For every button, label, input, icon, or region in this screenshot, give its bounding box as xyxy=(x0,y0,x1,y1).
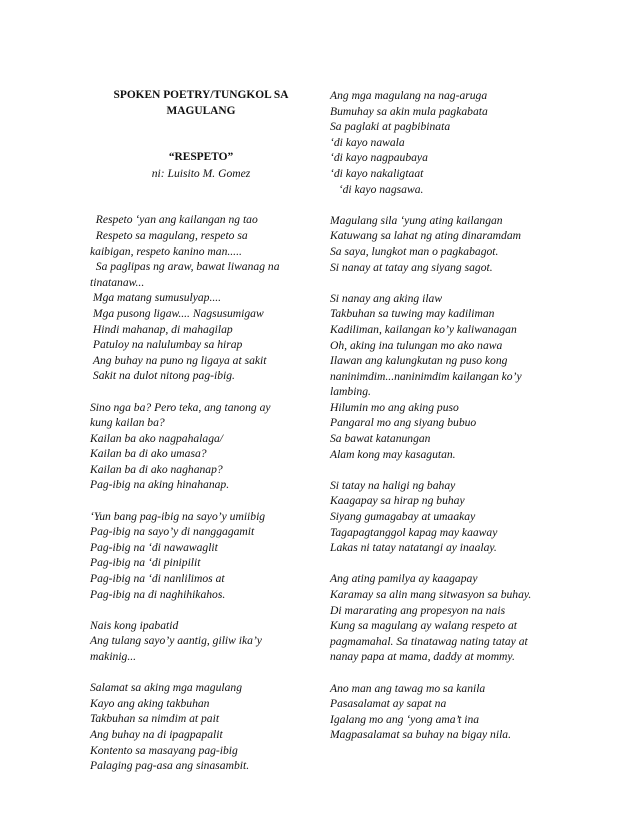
poem-line: ‘di kayo nakaligtaat xyxy=(330,166,424,180)
poem-line: Ang buhay na di ipagpapalit xyxy=(90,727,223,741)
poem-line: Ilawan ang kalungkutan ng puso kong xyxy=(330,354,508,368)
poem-line: Ang ating pamilya ay kaagapay xyxy=(330,572,478,586)
poem-line: ‘di kayo nagpaubaya xyxy=(330,151,428,165)
stanza-gap xyxy=(330,665,592,681)
poem-line: Si nanay at tatay ang siyang sagot. xyxy=(330,260,493,274)
poem-line: Siyang gumagabay at umaakay xyxy=(330,510,476,524)
stanza-gap xyxy=(330,275,592,291)
header-title-line-2: MAGULANG xyxy=(166,104,236,117)
right-stanzas xyxy=(330,88,592,743)
poem-line: Takbuhan sa tuwing may kadiliman xyxy=(330,307,495,321)
poem-line: Kadiliman, kailangan ko’y kaliwanagan xyxy=(330,322,517,336)
stanza-gap xyxy=(330,462,592,478)
poem-line: Pag-ibig na ‘di nanlilimos at xyxy=(90,572,225,586)
poem-line: Magpasalamat sa buhay na bigay nila. xyxy=(330,728,511,742)
poem-line: ‘di kayo nawala xyxy=(330,135,405,149)
stanza xyxy=(90,509,312,603)
poem-line: tinatanaw... xyxy=(90,275,145,289)
poem-line: ‘di kayo nagsawa. xyxy=(330,182,424,196)
stanza xyxy=(330,291,592,463)
poem-line: Respeto sa magulang, respeto sa xyxy=(90,228,248,242)
stanza xyxy=(330,571,592,665)
poem-line: Palaging pag-asa ang sinasambit. xyxy=(90,759,250,773)
poem-line: Kaagapay sa hirap ng buhay xyxy=(330,494,465,508)
poem-line: Katuwang sa lahat ng ating dinaramdam xyxy=(330,229,521,243)
poem-line: Kontento sa masayang pag-ibig xyxy=(90,743,238,757)
poem-line: Pag-ibig na ‘di pinipilit xyxy=(90,556,201,570)
poem-line: Kailan ba di ako umasa? xyxy=(90,447,207,461)
left-column xyxy=(90,88,312,774)
poem-title: “RESPETO” xyxy=(168,151,234,164)
poem-line: Igalang mo ang ‘yong ama’t ina xyxy=(330,712,480,726)
stanza-gap xyxy=(330,197,592,213)
poem-line: Pag-ibig na sayo’y di nanggagamit xyxy=(90,525,255,539)
header-title-line-1: SPOKEN POETRY/TUNGKOL SA xyxy=(113,89,289,101)
poem-line: Sa paglaki at pagbibinata xyxy=(330,120,451,134)
poem-line: Si tatay na haligi ng bahay xyxy=(330,478,456,492)
poem-line: Pag-ibig na di naghihikahos. xyxy=(90,587,226,601)
poem-line: Ano man ang tawag mo sa kanila xyxy=(330,681,486,695)
poem-line: Patuloy na nalulumbay sa hirap xyxy=(90,338,243,352)
poem-line: Pangaral mo ang siyang bubuo xyxy=(330,416,477,430)
poem-line: Oh, aking ina tulungan mo ako nawa xyxy=(330,338,503,352)
poem-line: Tagapagtanggol kapag may kaaway xyxy=(330,525,498,539)
poem-line: Mga pusong ligaw.... Nagsusumigaw xyxy=(90,306,264,320)
poem-line: pagmamahal. Sa tinatawag nating tatay at xyxy=(330,634,528,648)
poem-line: Ang buhay na puno ng ligaya at sakit xyxy=(90,353,267,367)
poem-line: ‘Yun bang pag-ibig na sayo’y umiibig xyxy=(90,509,266,523)
stanza-gap xyxy=(330,556,592,572)
poem-line: Si nanay ang aking ilaw xyxy=(330,291,443,305)
poem-line: kung kailan ba? xyxy=(90,416,165,430)
header-title xyxy=(90,88,312,119)
right-column xyxy=(330,88,592,743)
stanza-gap xyxy=(90,384,312,400)
poem-line: Kayo ang aking takbuhan xyxy=(90,696,210,710)
stanza xyxy=(330,681,592,743)
poem-line: makinig... xyxy=(90,650,137,663)
poem-line: Sakit na dulot nitong pag-ibig. xyxy=(90,369,235,383)
poem-line: Takbuhan sa nimdim at pait xyxy=(90,712,220,726)
poem-line: Alam kong may kasagutan. xyxy=(330,447,456,461)
poem-line: Ang mga magulang na nag-aruga xyxy=(330,89,488,102)
poem-line: naninimdim...naninimdim kailangan ko’y xyxy=(330,369,522,383)
poem-line: Kailan ba ako nagpahalaga/ xyxy=(90,431,224,445)
stanza xyxy=(330,213,592,275)
poem-line: Salamat sa aking mga magulang xyxy=(90,681,243,695)
stanza xyxy=(330,478,592,556)
poem-line: Kailan ba di ako naghanap? xyxy=(90,462,223,476)
stanza xyxy=(90,680,312,774)
poem-line: Ang tulang sayo’y aantig, giliw ika’y xyxy=(90,634,262,648)
poem-line: lambing. xyxy=(330,385,371,399)
poem-author: ni: Luisito M. Gomez xyxy=(151,166,251,180)
poem-line: Pag-ibig na aking hinahanap. xyxy=(90,478,230,492)
poem-line: Sa bawat katanungan xyxy=(330,432,431,446)
poem-line: Kung sa magulang ay walang respeto at xyxy=(330,619,517,633)
left-stanzas xyxy=(90,212,312,773)
poem-line: Pag-ibig na ‘di nawawaglit xyxy=(90,540,218,554)
poem-line: Hindi mahanap, di mahagilap xyxy=(90,322,233,336)
stanza-gap xyxy=(90,602,312,618)
poem-line: Lakas ni tatay natatangi ay inaalay. xyxy=(330,541,497,555)
poem-line: Magulang sila ‘yung ating kailangan xyxy=(330,213,503,227)
stanza xyxy=(330,88,592,197)
stanza-gap xyxy=(90,665,312,681)
stanza xyxy=(90,618,312,665)
poem-line: Sino nga ba? Pero teka, ang tanong ay xyxy=(90,400,271,414)
stanza xyxy=(90,400,312,494)
poem-line: Karamay sa alin mang sitwasyon sa buhay. xyxy=(330,588,532,601)
poem-line: Di mararating ang propesyon na nais xyxy=(330,603,506,617)
poem-line: Sa saya, lungkot man o pagkabagot. xyxy=(330,244,499,258)
poem-line: Mga matang sumusulyap.... xyxy=(90,291,222,305)
poem-line: Sa paglipas ng araw, bawat liwanag na xyxy=(90,260,280,274)
poem-line: Respeto ‘yan ang kailangan ng tao xyxy=(90,213,258,227)
poem-line: Bumuhay sa akin mula pagkabata xyxy=(330,104,488,118)
stanza-gap xyxy=(90,493,312,509)
poem-line: nanay papa at mama, daddy at mommy. xyxy=(330,650,515,664)
poem-line: Nais kong ipabatid xyxy=(90,618,179,632)
poem-line: kaibigan, respeto kanino man..... xyxy=(90,244,242,258)
stanza xyxy=(90,212,312,384)
poem-line: Hilumin mo ang aking puso xyxy=(330,400,459,414)
poem-line: Pasasalamat ay sapat na xyxy=(330,697,447,711)
